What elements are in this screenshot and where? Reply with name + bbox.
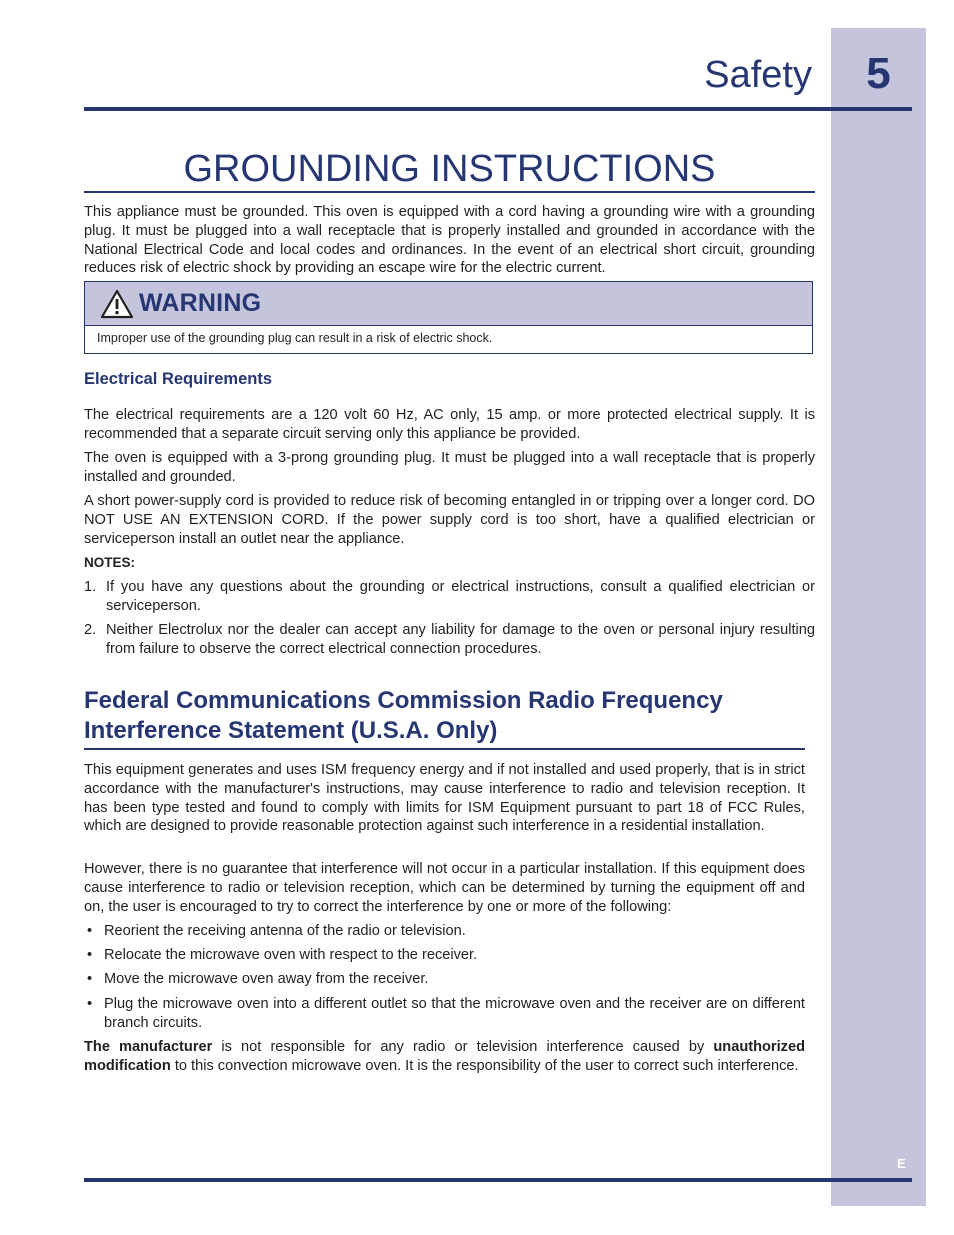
bullet-marker: • bbox=[87, 996, 93, 1012]
fcc-paragraph: This equipment generates and uses ISM frequency energy and if not installed and used properly, that is in strict accordance with the manufacturer's instructions, may cause interference to radio and television reception. It has been type tested and found to comply with limits for ISM Equipment pursuant to part 18 of FCC Rules, which are designed to provide reasonable protection against such interference in a residential installation. bbox=[84, 762, 805, 835]
fcc-bullet-item bbox=[84, 922, 805, 941]
electrical-paragraph: The electrical requirements are a 120 volt 60 Hz, AC only, 15 amp. or more protected electrical supply. It is recommended that a separate circuit serving only this appliance be provided. bbox=[84, 407, 815, 442]
bullet-marker: • bbox=[87, 947, 93, 963]
warning-text: Improper use of the grounding plug can result in a risk of electric shock. bbox=[97, 331, 493, 345]
title-rule bbox=[84, 191, 815, 193]
note-item bbox=[84, 621, 815, 659]
warning-triangle-icon bbox=[100, 289, 134, 324]
electrical-paragraph: The oven is equipped with a 3-prong grounding plug. It must be plugged into a wall receptacle that is properly installed and grounded. bbox=[84, 450, 815, 485]
bullet-text: Relocate the microwave oven with respect to the receiver. bbox=[104, 947, 478, 963]
warning-header bbox=[85, 282, 812, 326]
side-tab bbox=[831, 28, 926, 1206]
fcc-closing-paragraph bbox=[84, 1038, 805, 1076]
note-number: 2. bbox=[84, 622, 97, 638]
fcc-heading-line: Federal Communications Commission Radio Frequency bbox=[84, 687, 723, 714]
fcc-rule bbox=[84, 748, 805, 750]
bullet-marker: • bbox=[87, 971, 93, 987]
bullet-text: Reorient the receiving antenna of the radio or television. bbox=[104, 923, 466, 939]
bullet-marker: • bbox=[87, 923, 93, 939]
page-number: 5 bbox=[866, 49, 891, 98]
closing-bold: The manufacturer bbox=[84, 1039, 213, 1055]
fcc-bullet-item bbox=[84, 946, 805, 965]
grounding-intro: This appliance must be grounded. This oven is equipped with a cord having a grounding wire with a grounding plug. It must be plugged into a wall receptacle that is properly installed and grounded in accordance with the National Electrical Code and local codes and ordinances. In the event of an electrical short circuit, grounding reduces risk of electric shock by providing an escape wire for the electric current. bbox=[84, 204, 815, 277]
closing-text: is not responsible for any radio or television interference caused by bbox=[212, 1039, 714, 1055]
fcc-heading bbox=[84, 686, 805, 746]
fcc-bullet-item bbox=[84, 995, 805, 1033]
electrical-paragraph: A short power-supply cord is provided to reduce risk of becoming entangled in or tripping over a longer cord. DO NOT USE AN EXTENSION CORD. If the power supply cord is too short, have a qualified electrician or serviceperson install an outlet near the appliance. bbox=[84, 493, 815, 547]
closing-bold: unauthorized modification bbox=[84, 1039, 805, 1074]
footer-rule bbox=[84, 1178, 912, 1182]
note-number: 1. bbox=[84, 579, 97, 595]
page-title: GROUNDING INSTRUCTIONS bbox=[183, 148, 716, 190]
language-marker: E bbox=[897, 1156, 906, 1171]
bullet-text: Move the microwave oven away from the receiver. bbox=[104, 971, 429, 987]
note-item bbox=[84, 578, 815, 616]
warning-box bbox=[84, 281, 813, 354]
bullet-text: Plug the microwave oven into a different outlet so that the microwave oven and the receiver are on different branch circuits. bbox=[104, 996, 805, 1031]
electrical-requirements-heading: Electrical Requirements bbox=[84, 370, 272, 388]
fcc-bullet-item bbox=[84, 970, 805, 989]
header-rule bbox=[84, 107, 912, 111]
note-text: Neither Electrolux nor the dealer can accept any liability for damage to the oven or personal injury resulting from failure to observe the correct electrical connection procedures. bbox=[106, 622, 815, 657]
notes-label: NOTES: bbox=[84, 555, 136, 570]
note-text: If you have any questions about the grounding or electrical instructions, consult a qualified electrician or serviceperson. bbox=[106, 579, 815, 614]
closing-text: to this convection microwave oven. It is the responsibility of the user to correct such interference. bbox=[170, 1057, 799, 1074]
fcc-paragraph: However, there is no guarantee that interference will not occur in a particular installation. If this equipment does cause interference to radio or television reception, which can be determined by turning the equipment off and on, the user is encouraged to try to correct the interference by one or more of the following: bbox=[84, 861, 805, 915]
warning-label: WARNING bbox=[139, 289, 262, 317]
fcc-heading-line: Interference Statement (U.S.A. Only) bbox=[84, 717, 498, 744]
section-title: Safety bbox=[704, 54, 812, 96]
